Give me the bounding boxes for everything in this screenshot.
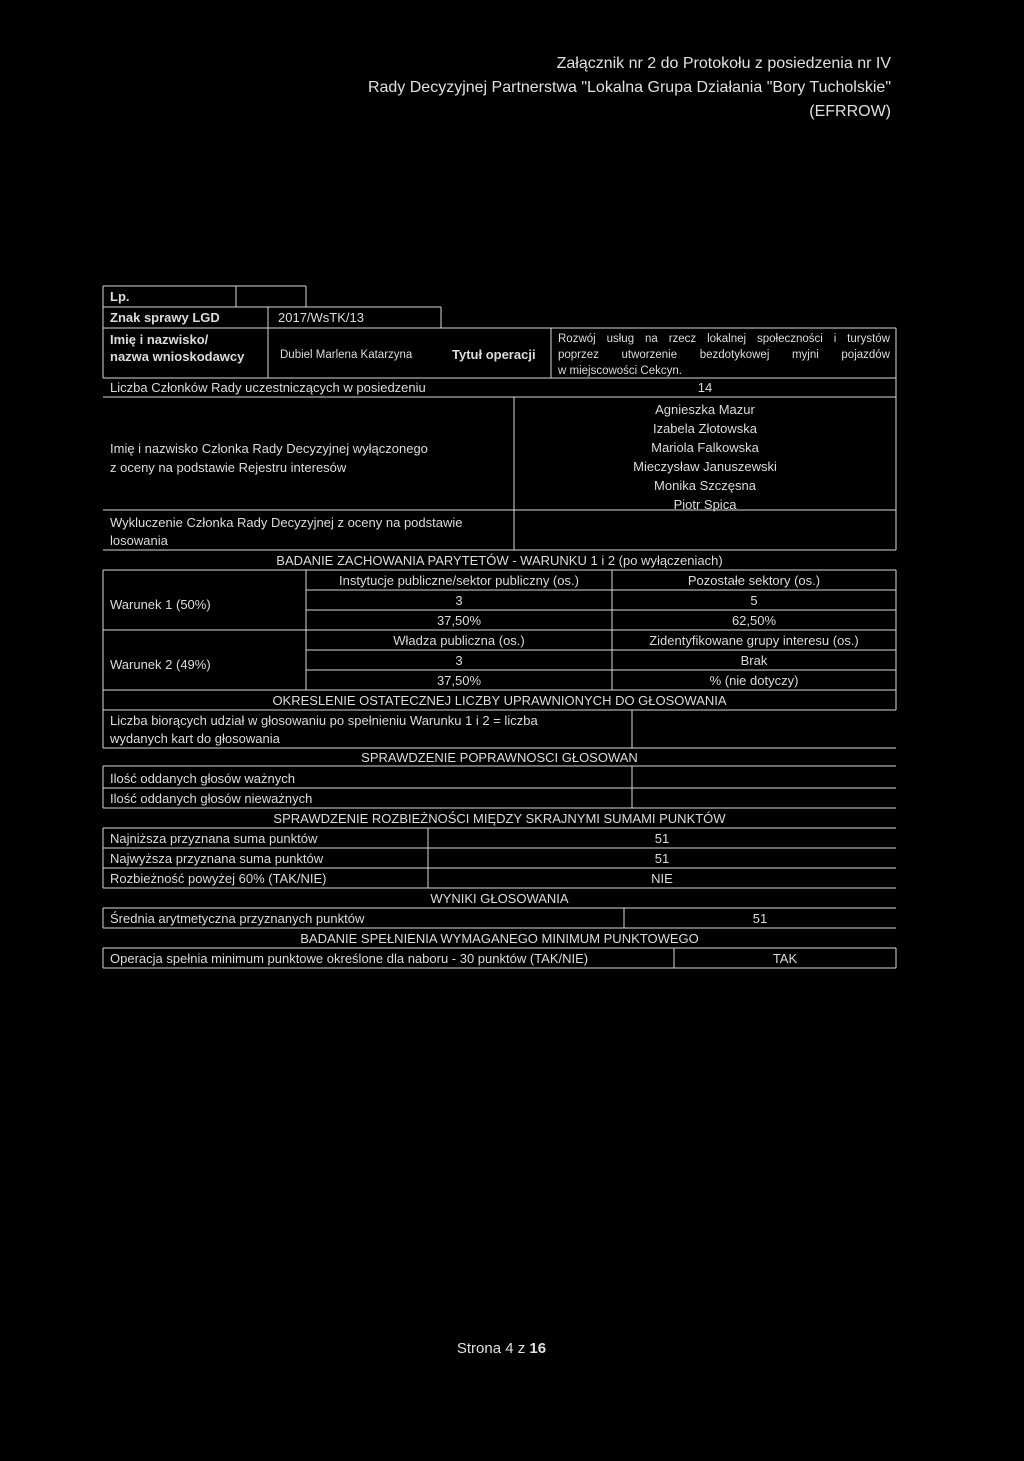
najwyzsza-suma-label: Najwyższa przyznana suma punktów: [110, 851, 324, 866]
header-line-2: Rady Decyzyjnej Partnerstwa "Lokalna Grupa Działania "Bory Tucholskie": [367, 79, 891, 96]
minimum-label: Operacja spełnia minimum punktowe określone dla naboru - 30 punktów (TAK/NIE): [110, 951, 589, 966]
header-line-3: (EFRROW): [809, 103, 891, 120]
rozbieznosc-heading: SPRAWDZENIE ROZBIEŻNOŚCI MIĘDZY SKRAJNYMI SUMAMI PUNKTÓW: [273, 811, 726, 826]
tytul-operacji-label: Tytuł operacji: [452, 347, 536, 362]
wylaczony-member: Agnieszka Mazur: [655, 402, 755, 417]
wykluczenie-label-line-1: Wykluczenie Członka Rady Decyzyjnej z oceny na podstawie: [110, 515, 463, 530]
glosy-niewazne-label: Ilość oddanych głosów nieważnych: [110, 791, 313, 806]
znak-sprawy-label: Znak sprawy LGD: [110, 310, 220, 325]
header-line-1: Załącznik nr 2 do Protokołu z posiedzenia nr IV: [556, 55, 891, 72]
srednia-label: Średnia arytmetyczna przyznanych punktów: [110, 911, 365, 926]
uprawnieni-label-line-2: wydanych kart do głosowania: [110, 731, 280, 746]
wylaczony-label-line-1: Imię i nazwisko Członka Rady Decyzyjnej wyłączonego: [110, 441, 428, 456]
warunek-1-col1-pct: 37,50%: [436, 613, 482, 628]
najnizsza-suma-label: Najniższa przyznana suma punktów: [110, 831, 318, 846]
poprawnosc-heading: SPRAWDZENIE POPRAWNOSCI GŁOSOWAN: [361, 750, 638, 765]
tytul-operacji-line-1: Rozwój usług na rzecz lokalnej społeczności i turystów: [558, 333, 890, 345]
srednia-value: 51: [752, 911, 768, 926]
warunek-2-col2-count: Brak: [740, 653, 768, 668]
page-number-prefix: Strona 4 z: [456, 1340, 526, 1357]
parytety-col2-header: Pozostałe sektory (os.): [687, 573, 821, 588]
wnioskodawca-value: Dubiel Marlena Katarzyna: [280, 349, 413, 361]
parytety-col3-header: Władza publiczna (os.): [393, 633, 525, 648]
page-number-total: 16: [529, 1340, 547, 1357]
wylaczony-member: Mieczysław Januszewski: [633, 459, 777, 474]
wnioskodawca-label-line-1: Imię i nazwisko/: [110, 332, 209, 347]
najwyzsza-suma-value: 51: [654, 851, 670, 866]
minimum-value: TAK: [772, 951, 798, 966]
wylaczony-label-line-2: z oceny na podstawie Rejestru interesów: [110, 460, 347, 475]
tytul-operacji-line-3: w miejscowości Cekcyn.: [558, 365, 682, 377]
wylaczony-member: Mariola Falkowska: [651, 440, 759, 455]
warunek-2-col2-pct: % (nie dotyczy): [709, 673, 799, 688]
warunek-1-col2-count: 5: [750, 593, 758, 608]
znak-sprawy-value: 2017/WsTK/13: [278, 310, 364, 325]
parytety-col4-header: Zidentyfikowane grupy interesu (os.): [649, 633, 859, 648]
warunek-1-label: Warunek 1 (50%): [110, 597, 211, 612]
wylaczony-member: Izabela Złotowska: [652, 421, 758, 436]
wnioskodawca-label-line-2: nazwa wnioskodawcy: [110, 349, 245, 364]
glosy-wazne-label: Ilość oddanych głosów ważnych: [110, 771, 295, 786]
liczba-czlonkow-label: Liczba Członków Rady uczestniczących w posiedzeniu: [110, 380, 426, 395]
wylaczony-member: Piotr Spica: [673, 497, 737, 512]
rozbieznosc-value: NIE: [651, 871, 673, 886]
liczba-czlonkow-value: 14: [697, 380, 713, 395]
uprawnieni-label-line-1: Liczba biorących udział w głosowaniu po spełnieniu Warunku 1 i 2 = liczba: [110, 713, 538, 728]
okreslenie-heading: OKRESLENIE OSTATECZNEJ LICZBY UPRAWNIONYCH DO GŁOSOWANIA: [272, 693, 727, 708]
najnizsza-suma-value: 51: [654, 831, 670, 846]
wyniki-heading: WYNIKI GŁOSOWANIA: [430, 891, 569, 906]
warunek-2-label: Warunek 2 (49%): [110, 657, 211, 672]
page-footer: [0, 1340, 1003, 1357]
parytety-heading: BADANIE ZACHOWANIA PARYTETÓW - WARUNKU 1 i 2 (po wyłączeniach): [276, 553, 723, 568]
warunek-1-col2-pct: 62,50%: [731, 613, 777, 628]
wylaczony-member: Monika Szczęsna: [654, 478, 756, 493]
warunek-1-col1-count: 3: [455, 593, 463, 608]
rozbieznosc-label: Rozbieżność powyżej 60% (TAK/NIE): [110, 871, 327, 886]
wykluczenie-label-line-2: losowania: [110, 533, 168, 548]
parytety-col1-header: Instytucje publiczne/sektor publiczny (os.): [339, 573, 579, 588]
minimum-heading: BADANIE SPEŁNIENIA WYMAGANEGO MINIMUM PUNKTOWEGO: [300, 931, 699, 946]
lp-label: Lp.: [110, 289, 130, 304]
warunek-2-col1-pct: 37,50%: [436, 673, 482, 688]
warunek-2-col1-count: 3: [455, 653, 463, 668]
tytul-operacji-line-2: poprzez utworzenie bezdotykowej myjni pojazdów: [558, 349, 890, 361]
